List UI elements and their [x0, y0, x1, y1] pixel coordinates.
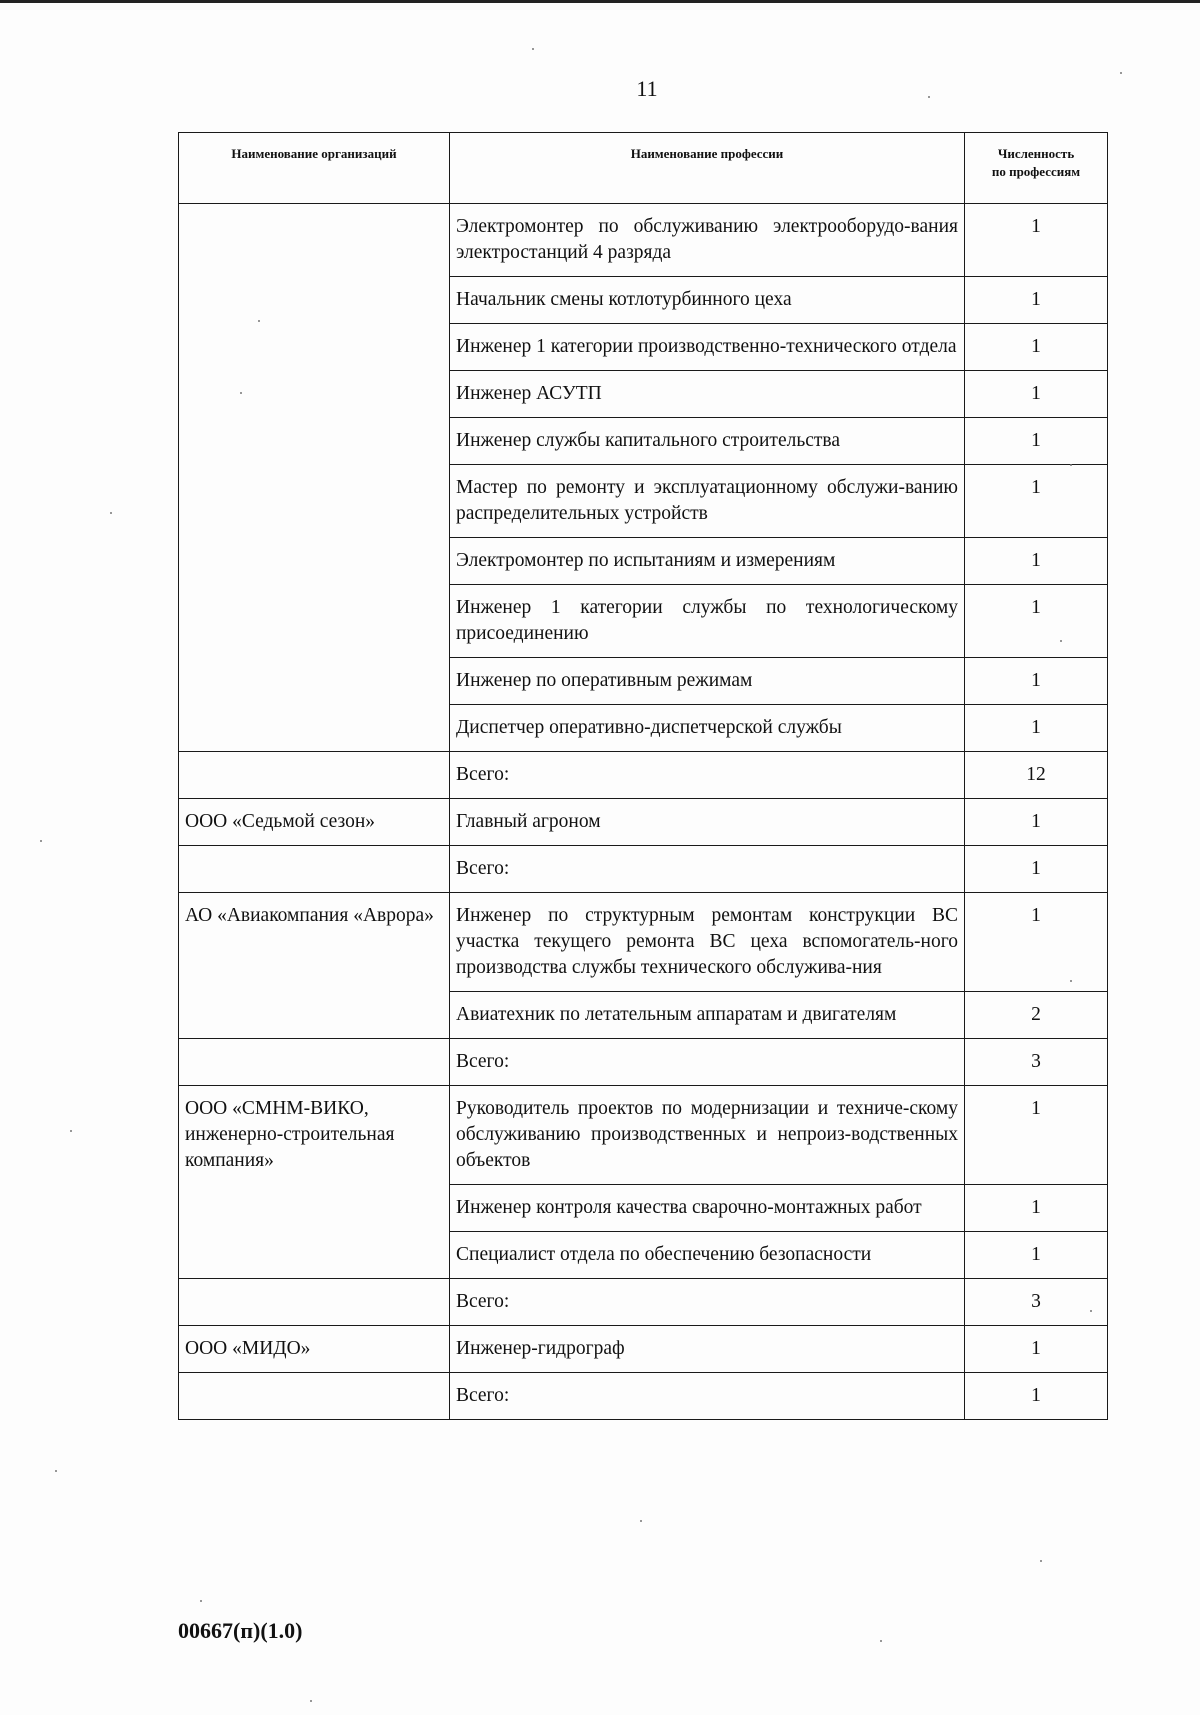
profession-cell: Инженер 1 категории производственно-технического отдела: [450, 324, 965, 371]
total-empty-cell: [179, 752, 450, 799]
profession-cell: Авиатехник по летательным аппаратам и двигателям: [450, 992, 965, 1039]
scan-speck: [310, 1700, 312, 1702]
total-label: Всего:: [450, 1373, 965, 1420]
total-count: 3: [965, 1279, 1108, 1326]
total-count: 1: [965, 1373, 1108, 1420]
total-empty-cell: [179, 846, 450, 893]
count-cell: 1: [965, 585, 1108, 658]
profession-cell: Руководитель проектов по модернизации и техниче-скому обслуживанию производственных и непроиз-водственных объектов: [450, 1086, 965, 1185]
organization-cell: ООО «СМНМ-ВИКО, инженерно-строительная компания»: [179, 1086, 450, 1279]
total-row: [179, 1279, 1108, 1326]
header-organization: Наименование организаций: [179, 133, 450, 204]
table-header-row: [179, 133, 1108, 204]
profession-cell: Инженер АСУТП: [450, 371, 965, 418]
top-border-line: [0, 0, 1200, 3]
profession-cell: Электромонтер по испытаниям и измерениям: [450, 538, 965, 585]
profession-cell: Начальник смены котлотурбинного цеха: [450, 277, 965, 324]
table-row: [179, 893, 1108, 992]
profession-cell: Электромонтер по обслуживанию электрооборудо-вания электростанций 4 разряда: [450, 204, 965, 277]
scan-speck: [1040, 1560, 1042, 1562]
count-cell: 1: [965, 1185, 1108, 1232]
organization-cell: ООО «Седьмой сезон»: [179, 799, 450, 846]
table-row: [179, 1086, 1108, 1185]
count-cell: 1: [965, 371, 1108, 418]
total-row: [179, 1039, 1108, 1086]
count-cell: 1: [965, 893, 1108, 992]
scan-speck: [1070, 464, 1072, 466]
total-label: Всего:: [450, 1039, 965, 1086]
table-row: [179, 799, 1108, 846]
count-cell: 1: [965, 538, 1108, 585]
total-label: Всего:: [450, 846, 965, 893]
total-row: [179, 752, 1108, 799]
count-cell: 1: [965, 799, 1108, 846]
total-empty-cell: [179, 1039, 450, 1086]
profession-cell: Главный агроном: [450, 799, 965, 846]
profession-cell: Инженер 1 категории службы по технологическому присоединению: [450, 585, 965, 658]
organization-cell: АО «Авиакомпания «Аврора»: [179, 893, 450, 1039]
header-count-line2: по профессиям: [991, 164, 1081, 179]
scan-speck: [1090, 1310, 1092, 1312]
count-cell: 1: [965, 705, 1108, 752]
scan-speck: [40, 840, 42, 842]
scan-speck: [640, 1520, 642, 1522]
page-number: 11: [636, 76, 658, 101]
total-row: [179, 1373, 1108, 1420]
count-cell: 2: [965, 992, 1108, 1039]
scan-speck: [532, 48, 534, 50]
scan-speck: [258, 320, 260, 322]
total-empty-cell: [179, 1373, 450, 1420]
count-cell: 1: [965, 1086, 1108, 1185]
scan-speck: [1060, 640, 1062, 642]
total-row: [179, 846, 1108, 893]
profession-cell: Мастер по ремонту и эксплуатационному обслужи-ванию распределительных устройств: [450, 465, 965, 538]
header-count: [965, 133, 1108, 204]
table-body: [179, 204, 1108, 1420]
count-cell: 1: [965, 1326, 1108, 1373]
profession-cell: Специалист отдела по обеспечению безопасности: [450, 1232, 965, 1279]
profession-cell: Диспетчер оперативно-диспетчерской службы: [450, 705, 965, 752]
total-label: Всего:: [450, 752, 965, 799]
scan-speck: [1120, 72, 1122, 74]
scan-speck: [200, 1600, 202, 1602]
total-count: 12: [965, 752, 1108, 799]
total-label: Всего:: [450, 1279, 965, 1326]
header-profession: Наименование профессии: [450, 133, 965, 204]
count-cell: 1: [965, 204, 1108, 277]
professions-table: [178, 132, 1108, 1420]
scan-speck: [928, 96, 930, 98]
document-code: 00667(п)(1.0): [178, 1618, 303, 1643]
total-count: 3: [965, 1039, 1108, 1086]
profession-cell: Инженер по структурным ремонтам конструкции ВС участка текущего ремонта ВС цеха вспомогатель-ного производства службы технического обслужива-ния: [450, 893, 965, 992]
count-cell: 1: [965, 277, 1108, 324]
scan-speck: [880, 1640, 882, 1642]
profession-cell: Инженер контроля качества сварочно-монтажных работ: [450, 1185, 965, 1232]
scan-speck: [240, 392, 242, 394]
organization-cell: ООО «МИДО»: [179, 1326, 450, 1373]
scan-speck: [70, 1130, 72, 1132]
count-cell: 1: [965, 658, 1108, 705]
organization-cell: [179, 204, 450, 752]
scan-speck: [55, 1470, 57, 1472]
count-cell: 1: [965, 1232, 1108, 1279]
profession-cell: Инженер по оперативным режимам: [450, 658, 965, 705]
count-cell: 1: [965, 324, 1108, 371]
total-empty-cell: [179, 1279, 450, 1326]
table-row: [179, 204, 1108, 277]
profession-cell: Инженер-гидрограф: [450, 1326, 965, 1373]
total-count: 1: [965, 846, 1108, 893]
scan-speck: [1070, 980, 1072, 982]
header-count-line1: Численность: [997, 146, 1075, 161]
profession-cell: Инженер службы капитального строительства: [450, 418, 965, 465]
table-row: [179, 1326, 1108, 1373]
scan-speck: [110, 512, 112, 514]
count-cell: 1: [965, 418, 1108, 465]
count-cell: 1: [965, 465, 1108, 538]
